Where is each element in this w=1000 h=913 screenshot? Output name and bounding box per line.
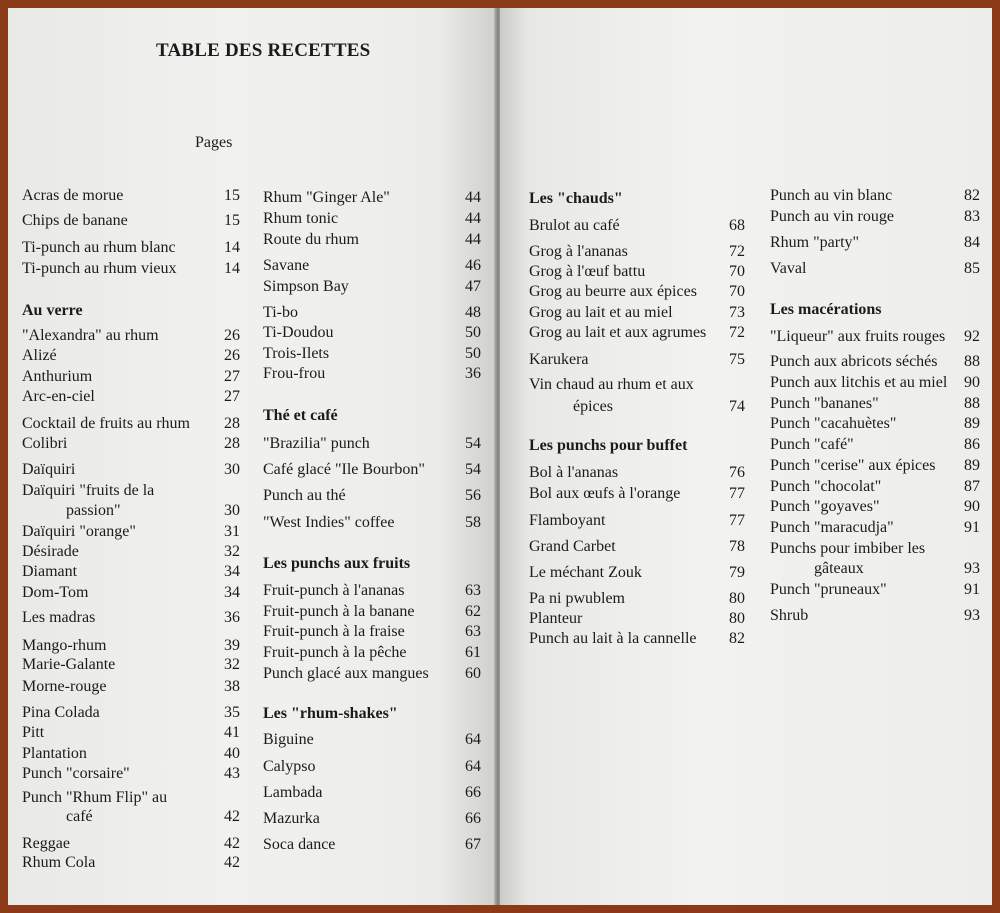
recipe-name: Punch au vin blanc	[770, 187, 893, 204]
recipe-name: Pitt	[22, 724, 45, 741]
page-number: 44	[465, 231, 481, 248]
recipe-name: Chips de banane	[22, 212, 128, 229]
page-number: 90	[964, 374, 980, 391]
recipe-name: Arc-en-ciel	[22, 388, 95, 405]
recipe-name: Les madras	[22, 609, 96, 626]
recipe-name: Fruit-punch à la pêche	[263, 644, 407, 661]
recipe-name: Calypso	[263, 758, 316, 775]
page-number: 14	[224, 239, 240, 256]
section-heading: Au verre	[22, 302, 83, 319]
page-number: 54	[465, 435, 481, 452]
recipe-name: Désirade	[22, 543, 79, 560]
recipe-name: Grog au beurre aux épices	[529, 283, 697, 300]
recipe-name: Punch "bananes"	[770, 395, 879, 412]
recipe-name: Punch "pruneaux"	[770, 581, 887, 598]
recipe-name: Café glacé "Ile Bourbon"	[263, 461, 425, 478]
recipe-name: Punch "Rhum Flip" au	[22, 789, 168, 806]
pages-column-header: Pages	[195, 134, 233, 151]
recipe-name: Planteur	[529, 610, 583, 627]
recipe-name: Flamboyant	[529, 512, 606, 529]
page-number: 56	[465, 487, 481, 504]
page-number: 89	[964, 457, 980, 474]
recipe-name: Colibri	[22, 435, 68, 452]
recipe-name: Rhum "Ginger Ale"	[263, 189, 390, 206]
page-number: 80	[729, 610, 745, 627]
recipe-name: gâteaux	[814, 560, 864, 577]
recipe-name: Punch "cerise" aux épices	[770, 457, 936, 474]
page-number: 79	[729, 564, 745, 581]
page-number: 41	[224, 724, 240, 741]
page-number: 72	[729, 243, 745, 260]
recipe-name: Karukera	[529, 351, 589, 368]
recipe-name: Punch au thé	[263, 487, 346, 504]
page-number: 44	[465, 210, 481, 227]
page-number: 63	[465, 582, 481, 599]
recipe-name: Punch glacé aux mangues	[263, 665, 429, 682]
page-number: 38	[224, 678, 240, 695]
page-number: 34	[224, 584, 240, 601]
page-number: 26	[224, 327, 240, 344]
page-number: 70	[729, 283, 745, 300]
recipe-name: Shrub	[770, 607, 809, 624]
section-heading: Les punchs pour buffet	[529, 437, 688, 454]
page-number: 30	[224, 502, 240, 519]
recipe-name: Frou-frou	[263, 365, 326, 382]
recipe-name: Fruit-punch à la fraise	[263, 623, 405, 640]
page-number: 72	[729, 324, 745, 341]
recipe-name: Mango-rhum	[22, 637, 107, 654]
recipe-name: Reggae	[22, 835, 70, 852]
recipe-name: Ti-Doudou	[263, 324, 334, 341]
page-number: 89	[964, 415, 980, 432]
page-number: 44	[465, 189, 481, 206]
recipe-name: Trois-Ilets	[263, 345, 330, 362]
recipe-name: Punch aux abricots séchés	[770, 353, 938, 370]
page-number: 92	[964, 328, 980, 345]
recipe-name: Rhum "party"	[770, 234, 860, 251]
section-heading: Thé et café	[263, 407, 338, 424]
page-number: 32	[224, 656, 240, 673]
page-number: 31	[224, 523, 240, 540]
page-number: 36	[465, 365, 481, 382]
page-number: 82	[729, 630, 745, 647]
book-spread	[8, 8, 992, 905]
recipe-name: Punch "café"	[770, 436, 854, 453]
page-number: 67	[465, 836, 481, 853]
page-number: 93	[964, 560, 980, 577]
recipe-name: Acras de morue	[22, 187, 124, 204]
recipe-name: "Liqueur" aux fruits rouges	[770, 328, 946, 345]
page-number: 88	[964, 395, 980, 412]
recipe-name: Pa ni pwublem	[529, 590, 625, 607]
recipe-name: Fruit-punch à la banane	[263, 603, 415, 620]
right-page	[500, 8, 992, 905]
recipe-name: passion"	[66, 502, 121, 519]
page-number: 58	[465, 514, 481, 531]
page-title: TABLE DES RECETTES	[156, 40, 371, 61]
section-heading: Les "rhum-shakes"	[263, 705, 398, 722]
page-number: 64	[465, 758, 481, 775]
recipe-name: Le méchant Zouk	[529, 564, 642, 581]
page-number: 47	[465, 278, 481, 295]
recipe-name: Fruit-punch à l'ananas	[263, 582, 405, 599]
recipe-name: café	[66, 808, 93, 825]
recipe-name: "West Indies" coffee	[263, 514, 395, 531]
page-number: 75	[729, 351, 745, 368]
recipe-name: Marie-Galante	[22, 656, 116, 673]
page-number: 66	[465, 784, 481, 801]
page-number: 54	[465, 461, 481, 478]
recipe-name: Punch "corsaire"	[22, 765, 130, 782]
recipe-name: Morne-rouge	[22, 678, 107, 695]
page-number: 84	[964, 234, 980, 251]
page-number: 42	[224, 808, 240, 825]
page-number: 60	[465, 665, 481, 682]
page-number: 39	[224, 637, 240, 654]
recipe-name: Grog à l'œuf battu	[529, 263, 646, 280]
page-number: 32	[224, 543, 240, 560]
recipe-name: Rhum tonic	[263, 210, 339, 227]
recipe-name: épices	[573, 398, 613, 415]
page-number: 83	[964, 208, 980, 225]
page-number: 35	[224, 704, 240, 721]
page-number: 28	[224, 435, 240, 452]
recipe-name: Cocktail de fruits au rhum	[22, 415, 190, 432]
recipe-name: Punch "goyaves"	[770, 498, 880, 515]
recipe-name: Grog au lait et au miel	[529, 304, 673, 321]
section-heading: Les punchs aux fruits	[263, 555, 411, 572]
recipe-name: Punch "maracudja"	[770, 519, 894, 536]
recipe-name: Lambada	[263, 784, 323, 801]
page-number: 26	[224, 347, 240, 364]
page-number: 15	[224, 212, 240, 229]
page-number: 85	[964, 260, 980, 277]
recipe-name: Punchs pour imbiber les	[770, 540, 926, 557]
recipe-name: Simpson Bay	[263, 278, 349, 295]
page-number: 91	[964, 581, 980, 598]
page-number: 28	[224, 415, 240, 432]
recipe-name: Savane	[263, 257, 310, 274]
page-number: 40	[224, 745, 240, 762]
section-heading: Les "chauds"	[529, 190, 623, 207]
page-number: 27	[224, 368, 240, 385]
page-number: 82	[964, 187, 980, 204]
recipe-name: Biguine	[263, 731, 314, 748]
recipe-name: Grog à l'ananas	[529, 243, 628, 260]
recipe-name: Ti-punch au rhum blanc	[22, 239, 176, 256]
recipe-name: Punch au vin rouge	[770, 208, 894, 225]
page-number: 77	[729, 512, 745, 529]
recipe-name: Vaval	[770, 260, 807, 277]
recipe-name: "Alexandra" au rhum	[22, 327, 159, 344]
section-heading: Les macérations	[770, 301, 882, 318]
recipe-name: Diamant	[22, 563, 78, 580]
page-number: 50	[465, 345, 481, 362]
page-number: 80	[729, 590, 745, 607]
page-number: 42	[224, 835, 240, 852]
recipe-name: Punch "cacahuètes"	[770, 415, 897, 432]
recipe-name: Vin chaud au rhum et aux	[529, 376, 694, 393]
page-number: 46	[465, 257, 481, 274]
left-page	[8, 8, 496, 905]
recipe-name: Rhum Cola	[22, 854, 96, 871]
recipe-name: Bol à l'ananas	[529, 464, 619, 481]
page-number: 76	[729, 464, 745, 481]
page-number: 36	[224, 609, 240, 626]
recipe-name: Anthurium	[22, 368, 93, 385]
recipe-name: Daïquiri "fruits de la	[22, 482, 155, 499]
page-number: 27	[224, 388, 240, 405]
page-number: 90	[964, 498, 980, 515]
recipe-name: Bol aux œufs à l'orange	[529, 485, 681, 502]
page-number: 30	[224, 461, 240, 478]
recipe-name: Punch "chocolat"	[770, 478, 882, 495]
recipe-name: Alizé	[22, 347, 57, 364]
recipe-name: Dom-Tom	[22, 584, 89, 601]
recipe-name: Route du rhum	[263, 231, 359, 248]
page-number: 86	[964, 436, 980, 453]
recipe-name: Daïquiri	[22, 461, 76, 478]
recipe-name: Grog au lait et aux agrumes	[529, 324, 707, 341]
recipe-name: Ti-punch au rhum vieux	[22, 260, 177, 277]
page-number: 15	[224, 187, 240, 204]
page-number: 48	[465, 304, 481, 321]
page-number: 73	[729, 304, 745, 321]
recipe-name: Daïquiri "orange"	[22, 523, 136, 540]
recipe-name: Brulot au café	[529, 217, 620, 234]
page-number: 62	[465, 603, 481, 620]
recipe-name: "Brazilia" punch	[263, 435, 370, 452]
page-number: 93	[964, 607, 980, 624]
page-number: 88	[964, 353, 980, 370]
page-number: 50	[465, 324, 481, 341]
page-number: 77	[729, 485, 745, 502]
page-number: 43	[224, 765, 240, 782]
recipe-name: Grand Carbet	[529, 538, 616, 555]
page-number: 14	[224, 260, 240, 277]
recipe-name: Mazurka	[263, 810, 320, 827]
page-number: 70	[729, 263, 745, 280]
page-number: 66	[465, 810, 481, 827]
recipe-name: Punch aux litchis et au miel	[770, 374, 948, 391]
recipe-name: Soca dance	[263, 836, 336, 853]
recipe-name: Pina Colada	[22, 704, 100, 721]
recipe-name: Ti-bo	[263, 304, 298, 321]
page-number: 64	[465, 731, 481, 748]
page-number: 34	[224, 563, 240, 580]
page-number: 91	[964, 519, 980, 536]
page-number: 68	[729, 217, 745, 234]
page-number: 42	[224, 854, 240, 871]
recipe-name: Punch au lait à la cannelle	[529, 630, 697, 647]
page-number: 74	[729, 398, 745, 415]
page-number: 61	[465, 644, 481, 661]
page-number: 78	[729, 538, 745, 555]
page-number: 63	[465, 623, 481, 640]
page-number: 87	[964, 478, 980, 495]
recipe-name: Plantation	[22, 745, 87, 762]
